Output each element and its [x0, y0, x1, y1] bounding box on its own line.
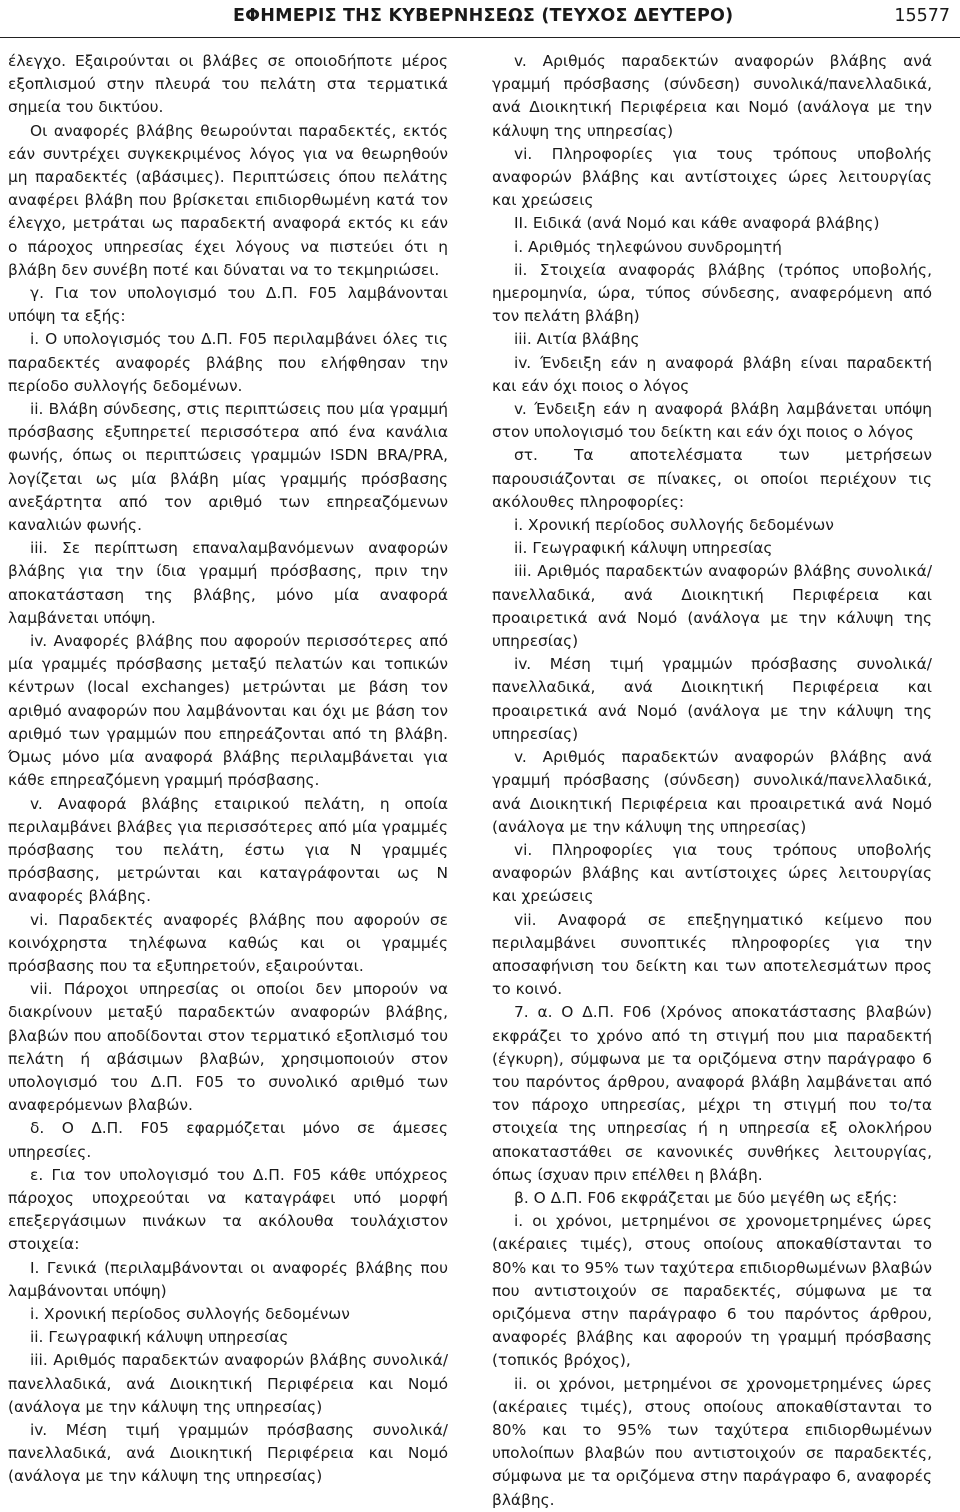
- paragraph: i. Χρονική περίοδος συλλογής δεδομένων: [30, 1304, 350, 1323]
- paragraph: iv. Μέση τιμή γραμμών πρόσβασης συνολικά/πανελλαδικά, ανά Διοικητική Περιφέρεια και Νομό (ανάλογα με την κάλυψη της υπηρεσίας): [8, 1420, 448, 1486]
- paragraph: Ι. Γενικά (περιλαμβάνονται οι αναφορές βλάβης που λαμβάνονται υπόψη): [8, 1258, 448, 1300]
- paragraph: Οι αναφορές βλάβης θεωρούνται παραδεκτές, εκτός εάν συντρέχει συγκεκριμένος λόγος για να θεωρηθούν μη παραδεκτές (αβάσιμες). Περιπτώσεις όπου πελάτης αναφέρει βλάβη που βρίσκεται επιδιορθωμένη κατά τον έλεγχο, μετράται ως παραδεκτή αναφορά εκτός κι εάν ο πάροχος υπηρεσίας έχει λόγους να πιστεύει ότι η βλάβη δεν συνέβη ποτέ και δύναται να το τεκμηριώσει.: [8, 121, 448, 279]
- paragraph: i. Αριθμός τηλεφώνου συνδρομητή: [514, 237, 782, 256]
- paragraph: στ. Τα αποτελέσματα των μετρήσεων παρουσιάζονται σε πίνακες, οι οποίοι περιέχουν τις ακόλουθες πληροφορίες:: [492, 446, 932, 511]
- paragraph: ΙΙ. Ειδικά (ανά Νομό και κάθε αναφορά βλάβης): [514, 214, 880, 233]
- paragraph: ii. Γεωγραφική κάλυψη υπηρεσίας: [30, 1328, 289, 1347]
- paragraph: 7. α. Ο Δ.Π. F06 (Χρόνος αποκατάστασης βλαβών) εκφράζει το χρόνο από τη στιγμή που μια παραδεκτή (έγκυρη), σύμφωνα με τα οριζόμενα στην παράγραφο 6 του παρόντος άρθρου, αναφορά βλάβη λαμβάνεται από τον πάροχο υπηρεσίας, μέχρι τη στιγμή που το/τα στοιχεία της υπηρεσίας ή η υπηρεσία εξ ολοκλήρου αποκαταστάθει σε κανονικές συνθήκες λειτουργίας, όπως ίσχυαν πριν επέλθει η βλάβη.: [492, 1003, 932, 1184]
- right-column: [492, 50, 932, 1512]
- paragraph: iv. Ένδειξη εάν η αναφορά βλάβη είναι παραδεκτή και εάν όχι ποιος ο λόγος: [492, 353, 932, 395]
- page-header: [0, 0, 960, 40]
- paragraph: iii. Σε περίπτωση επαναλαμβανόμενων αναφορών βλάβης για την ίδια γραμμή πρόσβασης, πριν την αποκατάσταση της βλάβης, μόνο μία αναφορά λαμβάνεται υπόψη.: [8, 539, 448, 627]
- paragraph: ii. Βλάβη σύνδεσης, στις περιπτώσεις που μία γραμμή πρόσβασης εξυπηρετεί περισσότερα από ένα κανάλια φωνής, όπως οι περιπτώσεις γραμμών ISDN BRA/PRA, λογίζεται ως μία βλάβη μίας γραμμής πρόσβασης ανεξάρτητα από τον αριθμό των επηρεαζόμενων καναλιών φωνής.: [8, 400, 448, 535]
- paragraph: iv. Αναφορές βλάβης που αφορούν περισσότερες από μία γραμμές πρόσβασης μεταξύ πελατών και τοπικών κέντρων (local exchanges) μετρώνται με βάση τον αριθμό αναφορών που λαμβάνονται και όχι με βάση τον αριθμό των γραμμών που επηρεάζονται από τη βλάβη. Όμως μόνο μία αναφορά βλάβης περιλαμβάνεται για κάθε επηρεαζόμενη γραμμή πρόσβασης.: [8, 632, 448, 790]
- paragraph: ii. Γεωγραφική κάλυψη υπηρεσίας: [514, 539, 773, 558]
- gazette-title: ΕΦΗΜΕΡΙΣ ΤΗΣ ΚΥΒΕΡΝΗΣΕΩΣ (ΤΕΥΧΟΣ ΔΕΥΤΕΡΟ): [233, 6, 734, 26]
- paragraph: v. Ένδειξη εάν η αναφορά βλάβη λαμβάνεται υπόψη στον υπολογισμό του δείκτη και εάν όχι ποιος ο λόγος: [492, 400, 932, 442]
- paragraph: iv. Μέση τιμή γραμμών πρόσβασης συνολικά/πανελλαδικά, ανά Διοικητική Περιφέρεια και προαιρετικά ανά Νομό (ανάλογα με την κάλυψη της υπηρεσίας): [492, 655, 932, 743]
- paragraph: δ. Ο Δ.Π. F05 εφαρμόζεται μόνο σε άμεσες υπηρεσίες.: [8, 1119, 448, 1161]
- paragraph: β. Ο Δ.Π. F06 εκφράζεται με δύο μεγέθη ως εξής:: [514, 1188, 898, 1207]
- left-column: [8, 50, 448, 1489]
- paragraph: vi. Πληροφορίες για τους τρόπους υποβολής αναφορών βλάβης και αντίστοιχες ώρες λειτουργίας και χρεώσεις: [492, 144, 932, 210]
- paragraph: vi. Πληροφορίες για τους τρόπους υποβολής αναφορών βλάβης και αντίστοιχες ώρες λειτουργίας και χρεώσεις: [492, 840, 932, 906]
- paragraph: v. Αριθμός παραδεκτών αναφορών βλάβης ανά γραμμή πρόσβασης (σύνδεση) συνολικά/πανελλαδικά, ανά Διοικητική Περιφέρεια και προαιρετικά ανά Νομό (ανάλογα με την κάλυψη της υπηρεσίας): [492, 748, 932, 836]
- paragraph: έλεγχο. Εξαιρούνται οι βλάβες σε οποιοδήποτε μέρος εξοπλισμού στην πλευρά του πελάτη στα τερματικά σημεία του δικτύου.: [8, 52, 448, 117]
- paragraph: i. οι χρόνοι, μετρημένοι σε χρονομετρημένες ώρες (ακέραιες τιμές), στους οποίους αποκαθίστανται το 80% και το 95% των ταχύτερα επιδιορθωμένων βλαβών που αντιστοιχούν σε παραδεκτές, σύμφωνα με τα οριζόμενα στην παράγραφο 6 του παρόντος άρθρου, αναφορές βλάβης και αφορούν τη γραμμή πρόσβασης (τοπικός βρόχος),: [492, 1212, 932, 1370]
- paragraph: v. Αναφορά βλάβης εταιρικού πελάτη, η οποία περιλαμβάνει βλάβες για περισσότερες από μία γραμμές πρόσβασης του πελάτη, έστω για Ν γραμμές πρόσβασης, μετρώνται και καταγράφονται ως Ν αναφορές βλάβης.: [8, 794, 448, 906]
- paragraph: i. Ο υπολογισμός του Δ.Π. F05 περιλαμβάνει όλες τις παραδεκτές αναφορές βλάβης που ελήφθησαν την περίοδο συλλογής δεδομένων.: [8, 330, 448, 395]
- paragraph: ii. Στοιχεία αναφοράς βλάβης (τρόπος υποβολής, ημερομηνία, ώρα, τύπος σύνδεσης, αναφερόμενη από τον πελάτη βλάβη): [492, 260, 932, 326]
- header-rule: [0, 37, 960, 38]
- paragraph: iii. Αιτία βλάβης: [514, 330, 640, 349]
- page-number: 15577: [894, 6, 950, 26]
- paragraph: ε. Για τον υπολογισμό του Δ.Π. F05 κάθε υπόχρεος πάροχος υποχρεούται να καταγράφει υπό μορφή επεξεργάσιμων πινάκων τα ακόλουθα τουλάχιστον στοιχεία:: [8, 1165, 448, 1254]
- paragraph: ii. οι χρόνοι, μετρημένοι σε χρονομετρημένες ώρες (ακέραιες τιμές), στους οποίους αποκαθίστανται το 80% και το 95% των ταχύτερα επιδιορθωμένων υπολοίπων βλαβών που αντιστοιχούν σε παραδεκτές, σύμφωνα με τα οριζόμενα στην παράγραφο 6, αναφορές βλάβης.: [492, 1374, 932, 1509]
- paragraph: vii. Πάροχοι υπηρεσίας οι οποίοι δεν μπορούν να διακρίνουν μεταξύ παραδεκτών αναφορών βλάβης, βλαβών που αποδίδονται στον τερματικό εξοπλισμό του πελάτη ή αβάσιμων βλαβών, χρησιμοποιούν στον υπολογισμό του Δ.Π. F05 το συνολικό αριθμό των αναφερόμενων βλαβών.: [8, 980, 448, 1115]
- paragraph: vii. Αναφορά σε επεξηγηματικό κείμενο που περιλαμβάνει συνοπτικές πληροφορίες για την αποσαφήνιση του δείκτη και των αποτελεσμάτων προς το κοινό.: [492, 910, 932, 999]
- paragraph: iii. Αριθμός παραδεκτών αναφορών βλάβης συνολικά/πανελλαδικά, ανά Διοικητική Περιφέρεια και Νομό (ανάλογα με την κάλυψη της υπηρεσίας): [8, 1351, 448, 1416]
- paragraph: iii. Αριθμός παραδεκτών αναφορών βλάβης συνολικά/πανελλαδικά, ανά Διοικητική Περιφέρεια και προαιρετικά ανά Νομό (ανάλογα με την κάλυψη της υπηρεσίας): [492, 562, 932, 651]
- paragraph: vi. Παραδεκτές αναφορές βλάβης που αφορούν σε κοινόχρηστα τηλέφωνα καθώς και οι γραμμές πρόσβασης που τα εξυπηρετούν, εξαιρούνται.: [8, 910, 448, 975]
- paragraph: i. Χρονική περίοδος συλλογής δεδομένων: [514, 516, 834, 535]
- paragraph: v. Αριθμός παραδεκτών αναφορών βλάβης ανά γραμμή πρόσβασης (σύνδεση) συνολικά/πανελλαδικά, ανά Διοικητική Περιφέρεια και Νομό (ανάλογα με την κάλυψη της υπηρεσίας): [492, 52, 932, 140]
- paragraph: γ. Για τον υπολογισμό του Δ.Π. F05 λαμβάνονται υπόψη τα εξής:: [8, 284, 448, 326]
